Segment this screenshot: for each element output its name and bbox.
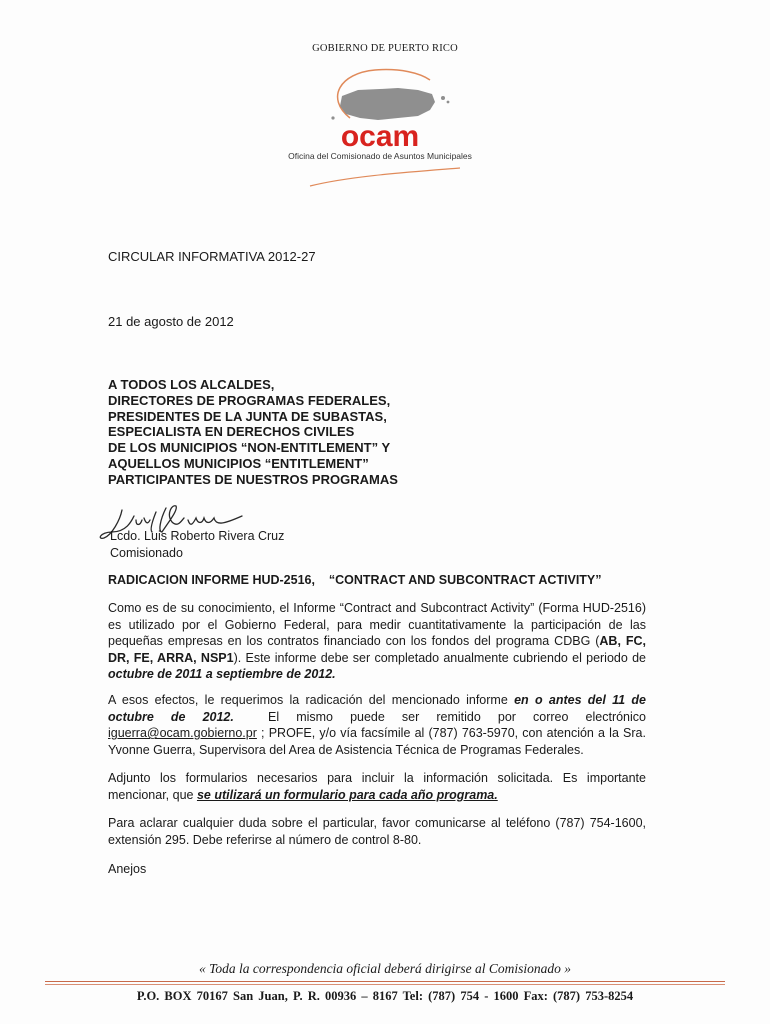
program-list: AB, FC, DR, FE, ARRA, NSP1 — [108, 634, 646, 665]
recipient-line: ESPECIALISTA EN DERECHOS CIVILES — [108, 424, 355, 440]
paragraph-text: Como es de su conocimiento, el Informe “Contract and Subcontract Activity” (Forma HUD-2516) es utilizado por el Gobierno Federal, para medir cuantitativamente la participación de las pequeñas empresas en los contratos financiado con los fondos del programa CDBG ( — [108, 601, 646, 649]
signer-name: Lcdo. Luis Roberto Rivera Cruz — [110, 529, 285, 543]
letter-date: 21 de agosto de 2012 — [108, 314, 234, 329]
circular-title: CIRCULAR INFORMATIVA 2012-27 — [108, 249, 316, 264]
recipient-line: PRESIDENTES DE LA JUNTA DE SUBASTAS, — [108, 408, 387, 424]
footer-address: P.O. BOX 70167 San Juan, P. R. 00936 – 8167 Tel: (787) 754 - 1600 Fax: (787) 753-8254 — [136, 989, 634, 1003]
footer-rule — [45, 981, 725, 982]
signer-title: Comisionado — [110, 545, 183, 560]
island-dot — [331, 116, 334, 119]
deadline: en o antes del 11 de octubre de 2012. — [108, 693, 646, 724]
paragraph-text: A esos efectos, le requerimos la radicación del mencionado informe — [108, 693, 515, 707]
email-link[interactable]: iguerra@ocam.gobierno.pr — [108, 726, 257, 741]
puerto-rico-island-shape — [340, 88, 435, 120]
paragraph-4: Para aclarar cualquier duda sobre el particular, favor comunicarse al teléfono (787) 754-1600, extensión 295. Debe referirse al número de control 8-80. — [108, 816, 646, 847]
paragraph-text: Adjunto los formularios necesarios para incluir la información solicitada. Es importante mencionar, que — [108, 771, 646, 802]
logo-caption: Oficina del Comisionado de Asuntos Municipales — [288, 151, 472, 161]
paragraph-3 — [108, 770, 646, 803]
recipient-line: AQUELLOS MUNICIPIOS “ENTITLEMENT” — [108, 455, 369, 471]
footer-rule-secondary — [45, 984, 725, 985]
paragraph-text: ). Este informe debe ser completado anualmente cubriendo el periodo de — [233, 650, 646, 665]
logo-wordmark: ocam — [340, 120, 420, 153]
recipient-line: A TODOS LOS ALCALDES, — [108, 377, 275, 392]
paragraph-text: ; PROFE, y/o vía facsímile al (787) 763-5970, con atención a la Sra. Yvonne Guerra, Supervisora del Area de Asistencia Técnica de Programas Federales. — [108, 726, 646, 757]
ocam-logo — [280, 58, 480, 188]
paragraph-1 — [108, 600, 646, 683]
signer-block — [110, 528, 284, 561]
logo-underline-swoosh — [310, 168, 460, 186]
recipient-line: DE LOS MUNICIPIOS “NON-ENTITLEMENT” Y — [108, 440, 391, 456]
paragraph-2 — [108, 692, 650, 758]
government-header: GOBIERNO DE PUERTO RICO — [312, 43, 458, 54]
paragraph-text: El mismo puede ser remitido por correo electrónico — [233, 709, 650, 724]
important-note: se utilizará un formulario para cada año programa. — [196, 787, 498, 802]
reporting-period: octubre de 2011 a septiembre de 2012. — [108, 667, 336, 682]
island-dot — [441, 96, 445, 100]
recipients-block — [108, 377, 398, 488]
attachments-note: Anejos — [108, 862, 147, 876]
footer-motto: « Toda la correspondencia oficial deberá dirigirse al Comisionado » — [198, 961, 572, 976]
subject-line: RADICACION INFORME HUD-2516, “CONTRACT AND SUBCONTRACT ACTIVITY” — [108, 573, 602, 587]
recipient-line: PARTICIPANTES DE NUESTROS PROGRAMAS — [108, 471, 398, 487]
recipient-line: DIRECTORES DE PROGRAMAS FEDERALES, — [108, 392, 391, 408]
island-dot — [447, 101, 450, 104]
